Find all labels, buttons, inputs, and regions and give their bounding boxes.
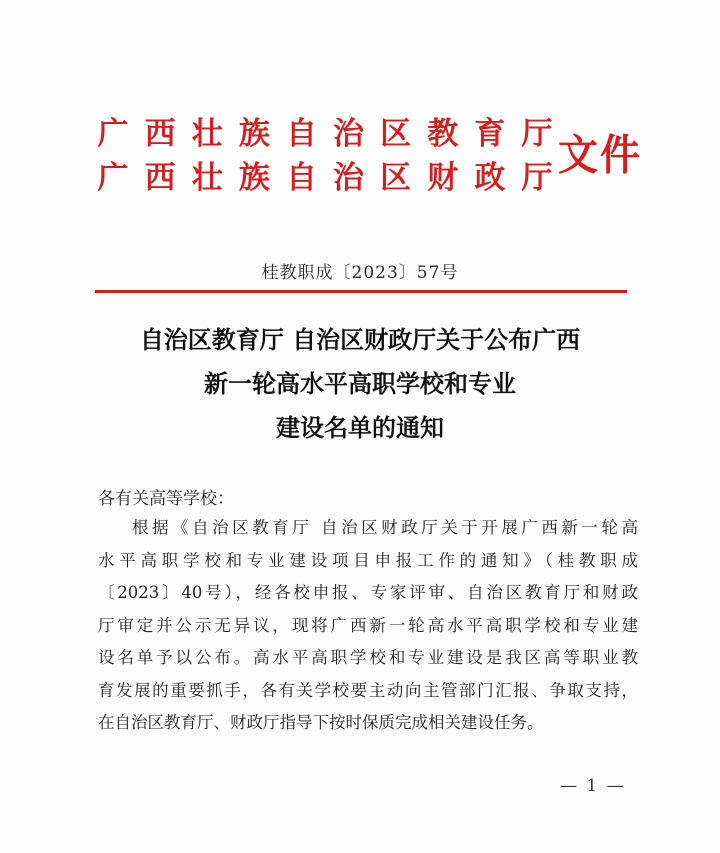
- issuer-char: 区: [380, 160, 412, 196]
- body-line: 在自治区教育厅、财政厅指导下按时保质完成相关建设任务。: [98, 713, 544, 732]
- body-line: 厅审定并公示无异议，现将广西新一轮高水平高职学校和专业建: [98, 615, 638, 635]
- issuing-authorities: [95, 112, 555, 200]
- issuer-finance-department: [95, 156, 555, 200]
- issuer-char: 族: [238, 160, 270, 196]
- issuer-char: 治: [333, 160, 365, 196]
- salutation: 各有关高等学校：: [98, 489, 234, 509]
- body-line: 育发展的重要抓手，各有关学校要主动向主管部门汇报、争取支持，: [98, 680, 638, 700]
- body-line: 〔2023〕40号），经各校申报、专家评审、自治区教育厅和财政: [98, 583, 638, 602]
- issuer-char: 厅: [521, 160, 553, 196]
- issuer-char: 自: [285, 116, 317, 152]
- body-line: 水平高职学校和专业建设项目申报工作的通知》（桂教职成: [98, 550, 638, 570]
- document-label: 文件: [558, 130, 642, 181]
- body-line: 根据《自治区教育厅 自治区财政厅关于开展广西新一轮高: [132, 518, 638, 537]
- document-number: 桂教职成〔2023〕57号: [261, 263, 459, 283]
- issuer-char: 自: [285, 160, 317, 196]
- issuer-char: 育: [474, 116, 506, 152]
- issuer-char: 财: [427, 160, 459, 196]
- issuer-education-department: [95, 112, 555, 156]
- issuer-char: 治: [333, 116, 365, 152]
- document-title: [80, 318, 640, 450]
- issuer-char: 壮: [191, 116, 223, 152]
- issuer-char: 区: [380, 116, 412, 152]
- issuer-char: 壮: [191, 160, 223, 196]
- title-line-3: 建设名单的通知: [276, 413, 444, 442]
- issuer-char: 西: [144, 116, 176, 152]
- title-line-2: 新一轮高水平高职学校和专业: [204, 369, 516, 398]
- issuer-char: 教: [427, 116, 459, 152]
- title-line-1: 自治区教育厅 自治区财政厅关于公布广西: [139, 325, 581, 354]
- red-divider-line: [95, 290, 627, 293]
- page-number: — 1 —: [560, 776, 626, 796]
- issuer-char: 广: [97, 160, 129, 196]
- issuer-char: 西: [144, 160, 176, 196]
- issuer-char: 厅: [521, 116, 553, 152]
- issuer-char: 广: [97, 116, 129, 152]
- issuer-char: 族: [238, 116, 270, 152]
- body-paragraph: [98, 512, 638, 740]
- issuer-char: 政: [474, 160, 506, 196]
- body-line: 设名单予以公布。高水平高职学校和专业建设是我区高等职业教: [98, 648, 638, 667]
